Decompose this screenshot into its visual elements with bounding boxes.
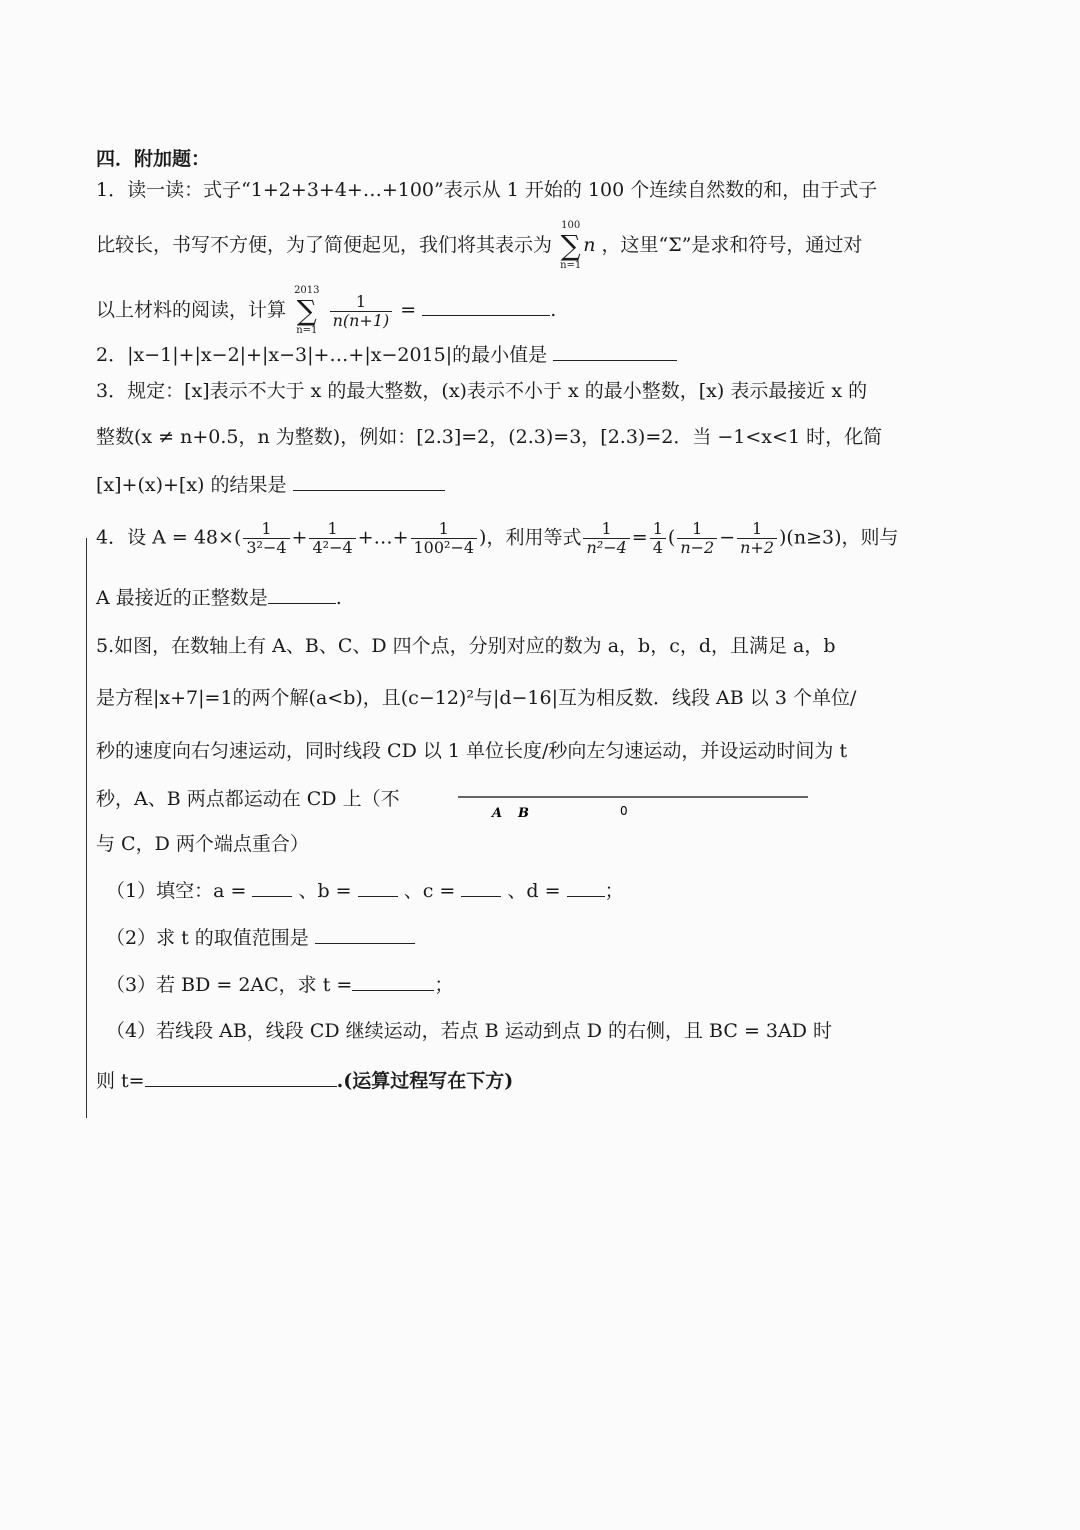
q4-line2-text: A 最接近的正整数是	[96, 587, 268, 609]
q4-paren: (	[667, 526, 676, 549]
q1-line2	[96, 220, 862, 272]
q4-f5-den: 4	[652, 538, 663, 557]
q3-line1: 3．规定：[x]表示不大于 x 的最大整数，(x)表示不小于 x 的最小整数，[x) 表示最接近 x 的	[96, 380, 868, 402]
q4-f2-num: 1	[309, 520, 355, 539]
q5-line4: 秒，A、B 两点都运动在 CD 上（不	[96, 788, 400, 810]
q5-part1	[106, 878, 624, 904]
q4-f2-den: 4²−4	[312, 538, 353, 557]
sigma-icon: ∑	[296, 294, 317, 327]
q4-line1	[96, 520, 899, 557]
q4-f4-num: 1	[583, 520, 629, 539]
q4-minus: −	[719, 526, 736, 549]
q1-line3-pre: 以上材料的阅读，计算	[96, 299, 287, 321]
q4-frac5	[650, 520, 666, 557]
q4-line2	[96, 585, 342, 611]
q5-p2-text: （2）求 t 的取值范围是	[106, 927, 309, 949]
q5-p2-blank[interactable]	[315, 925, 415, 944]
sum1-body: n	[583, 234, 596, 256]
q1-end: .	[550, 299, 557, 321]
q5-part4-line2	[96, 1068, 513, 1094]
q1-line2-post: ，这里“Σ”是求和符号，通过对	[601, 234, 863, 256]
q4-f5-num: 1	[650, 520, 666, 539]
q5-p1-end: ；	[604, 880, 624, 902]
q1-eq: =	[400, 299, 417, 321]
q5-blank-b[interactable]	[358, 878, 398, 897]
q2-answer-blank[interactable]	[553, 342, 677, 361]
q5-p1-pre: （1）填空：a =	[106, 880, 247, 902]
q4-f1-den: 3²−4	[246, 538, 287, 557]
q4-f1-num: 1	[243, 520, 289, 539]
q1-fraction	[330, 293, 393, 330]
q5-p3-blank[interactable]	[352, 972, 434, 991]
q5-p1-b: 、b =	[298, 880, 352, 902]
q5-p4-blank[interactable]	[145, 1068, 337, 1087]
margin-bracket-line	[86, 538, 87, 1118]
q3-line3-text: [x]+(x)+[x) 的结果是	[96, 474, 287, 496]
q1-line1: 1．读一读：式子“1+2+3+4+…+100”表示从 1 开始的 100 个连续自然数的和，由于式子	[96, 179, 878, 201]
sum-symbol-2	[294, 285, 319, 337]
number-line	[458, 785, 818, 825]
q5-p4-pre: 则 t=	[96, 1070, 145, 1092]
q4-mid: )，利用等式	[479, 526, 582, 549]
q4-answer-blank[interactable]	[268, 585, 336, 604]
q4-end: .	[335, 587, 342, 609]
q4-f7-num: 1	[737, 520, 777, 539]
q4-frac2	[309, 520, 355, 557]
q4-frac4	[583, 520, 629, 557]
axis-label-zero: 0	[620, 804, 628, 818]
q3-line3	[96, 472, 445, 498]
q3-line2: 整数(x ≠ n+0.5，n 为整数)，例如：[2.3]=2，(2.3)=3，[2.3)=2．当 −1<x<1 时，化简	[96, 426, 883, 448]
q1-line3	[96, 285, 556, 337]
q4-frac1	[243, 520, 289, 557]
q5-line5: 与 C，D 两个端点重合）	[96, 833, 309, 855]
q2-line	[96, 342, 677, 368]
sum-symbol-1	[560, 220, 581, 272]
q4-plus: +	[291, 526, 308, 549]
q5-p4-post: .(运算过程写在下方)	[336, 1070, 514, 1092]
q4-post: )(n≥3)，则与	[779, 526, 899, 549]
q4-pre: 4．设 A = 48×(	[96, 526, 242, 549]
q4-f7-den: n+2	[740, 538, 775, 557]
sum2-top: 2013	[294, 285, 320, 296]
q4-f6-den: n−2	[680, 538, 715, 557]
q4-f3-den: 100²−4	[413, 538, 475, 557]
q4-frac7	[737, 520, 777, 557]
sum1-top: 100	[561, 220, 581, 231]
q5-part4: （4）若线段 AB，线段 CD 继续运动，若点 B 运动到点 D 的右侧，且 BC = 3AD 时	[106, 1020, 832, 1042]
q5-line1: 5.如图，在数轴上有 A、B、C、D 四个点，分别对应的数为 a，b，c，d，且满足 a，b	[96, 635, 836, 657]
q4-f3-num: 1	[411, 520, 478, 539]
q4-eq: =	[631, 526, 648, 549]
q5-line3: 秒的速度向右匀速运动，同时线段 CD 以 1 单位长度/秒向左匀速运动，并设运动时间为 t	[96, 740, 848, 762]
q5-blank-a[interactable]	[252, 878, 292, 897]
q5-p3-text: （3）若 BD = 2AC，求 t =	[106, 974, 353, 996]
q5-p3-end: ；	[434, 974, 454, 996]
q1-answer-blank[interactable]	[422, 297, 550, 316]
q4-f6-num: 1	[677, 520, 717, 539]
sigma-icon: ∑	[560, 229, 581, 262]
q5-blank-d[interactable]	[567, 878, 605, 897]
q5-part2	[106, 925, 415, 951]
q5-blank-c[interactable]	[461, 878, 501, 897]
q4-dots: +…+	[357, 526, 409, 549]
q3-answer-blank[interactable]	[293, 472, 445, 491]
q1-frac-num: 1	[330, 293, 393, 312]
q4-frac6	[677, 520, 717, 557]
q1-frac-den: n(n+1)	[332, 310, 390, 330]
q2-text: 2．|x−1|+|x−2|+|x−3|+…+|x−2015|的最小值是	[96, 344, 548, 366]
sum2-bottom: n=1	[296, 325, 318, 336]
q4-f4-den: n²−4	[586, 538, 627, 557]
q5-p1-c: 、c =	[403, 880, 456, 902]
axis-label-b: B	[518, 806, 529, 821]
q5-p1-d: 、d =	[507, 880, 561, 902]
q4-frac3	[411, 520, 478, 557]
q1-line2-pre: 比较长，书写不方便，为了简便起见，我们将其表示为	[96, 234, 553, 256]
sum1-bottom: n=1	[560, 260, 582, 271]
q5-part3	[106, 972, 453, 998]
section-title: 四．附加题：	[96, 148, 211, 170]
q5-line2: 是方程|x+7|=1的两个解(a<b)，且(c−12)²与|d−16|互为相反数．线段 AB 以 3 个单位/	[96, 687, 857, 709]
axis-label-a: A	[492, 806, 503, 821]
